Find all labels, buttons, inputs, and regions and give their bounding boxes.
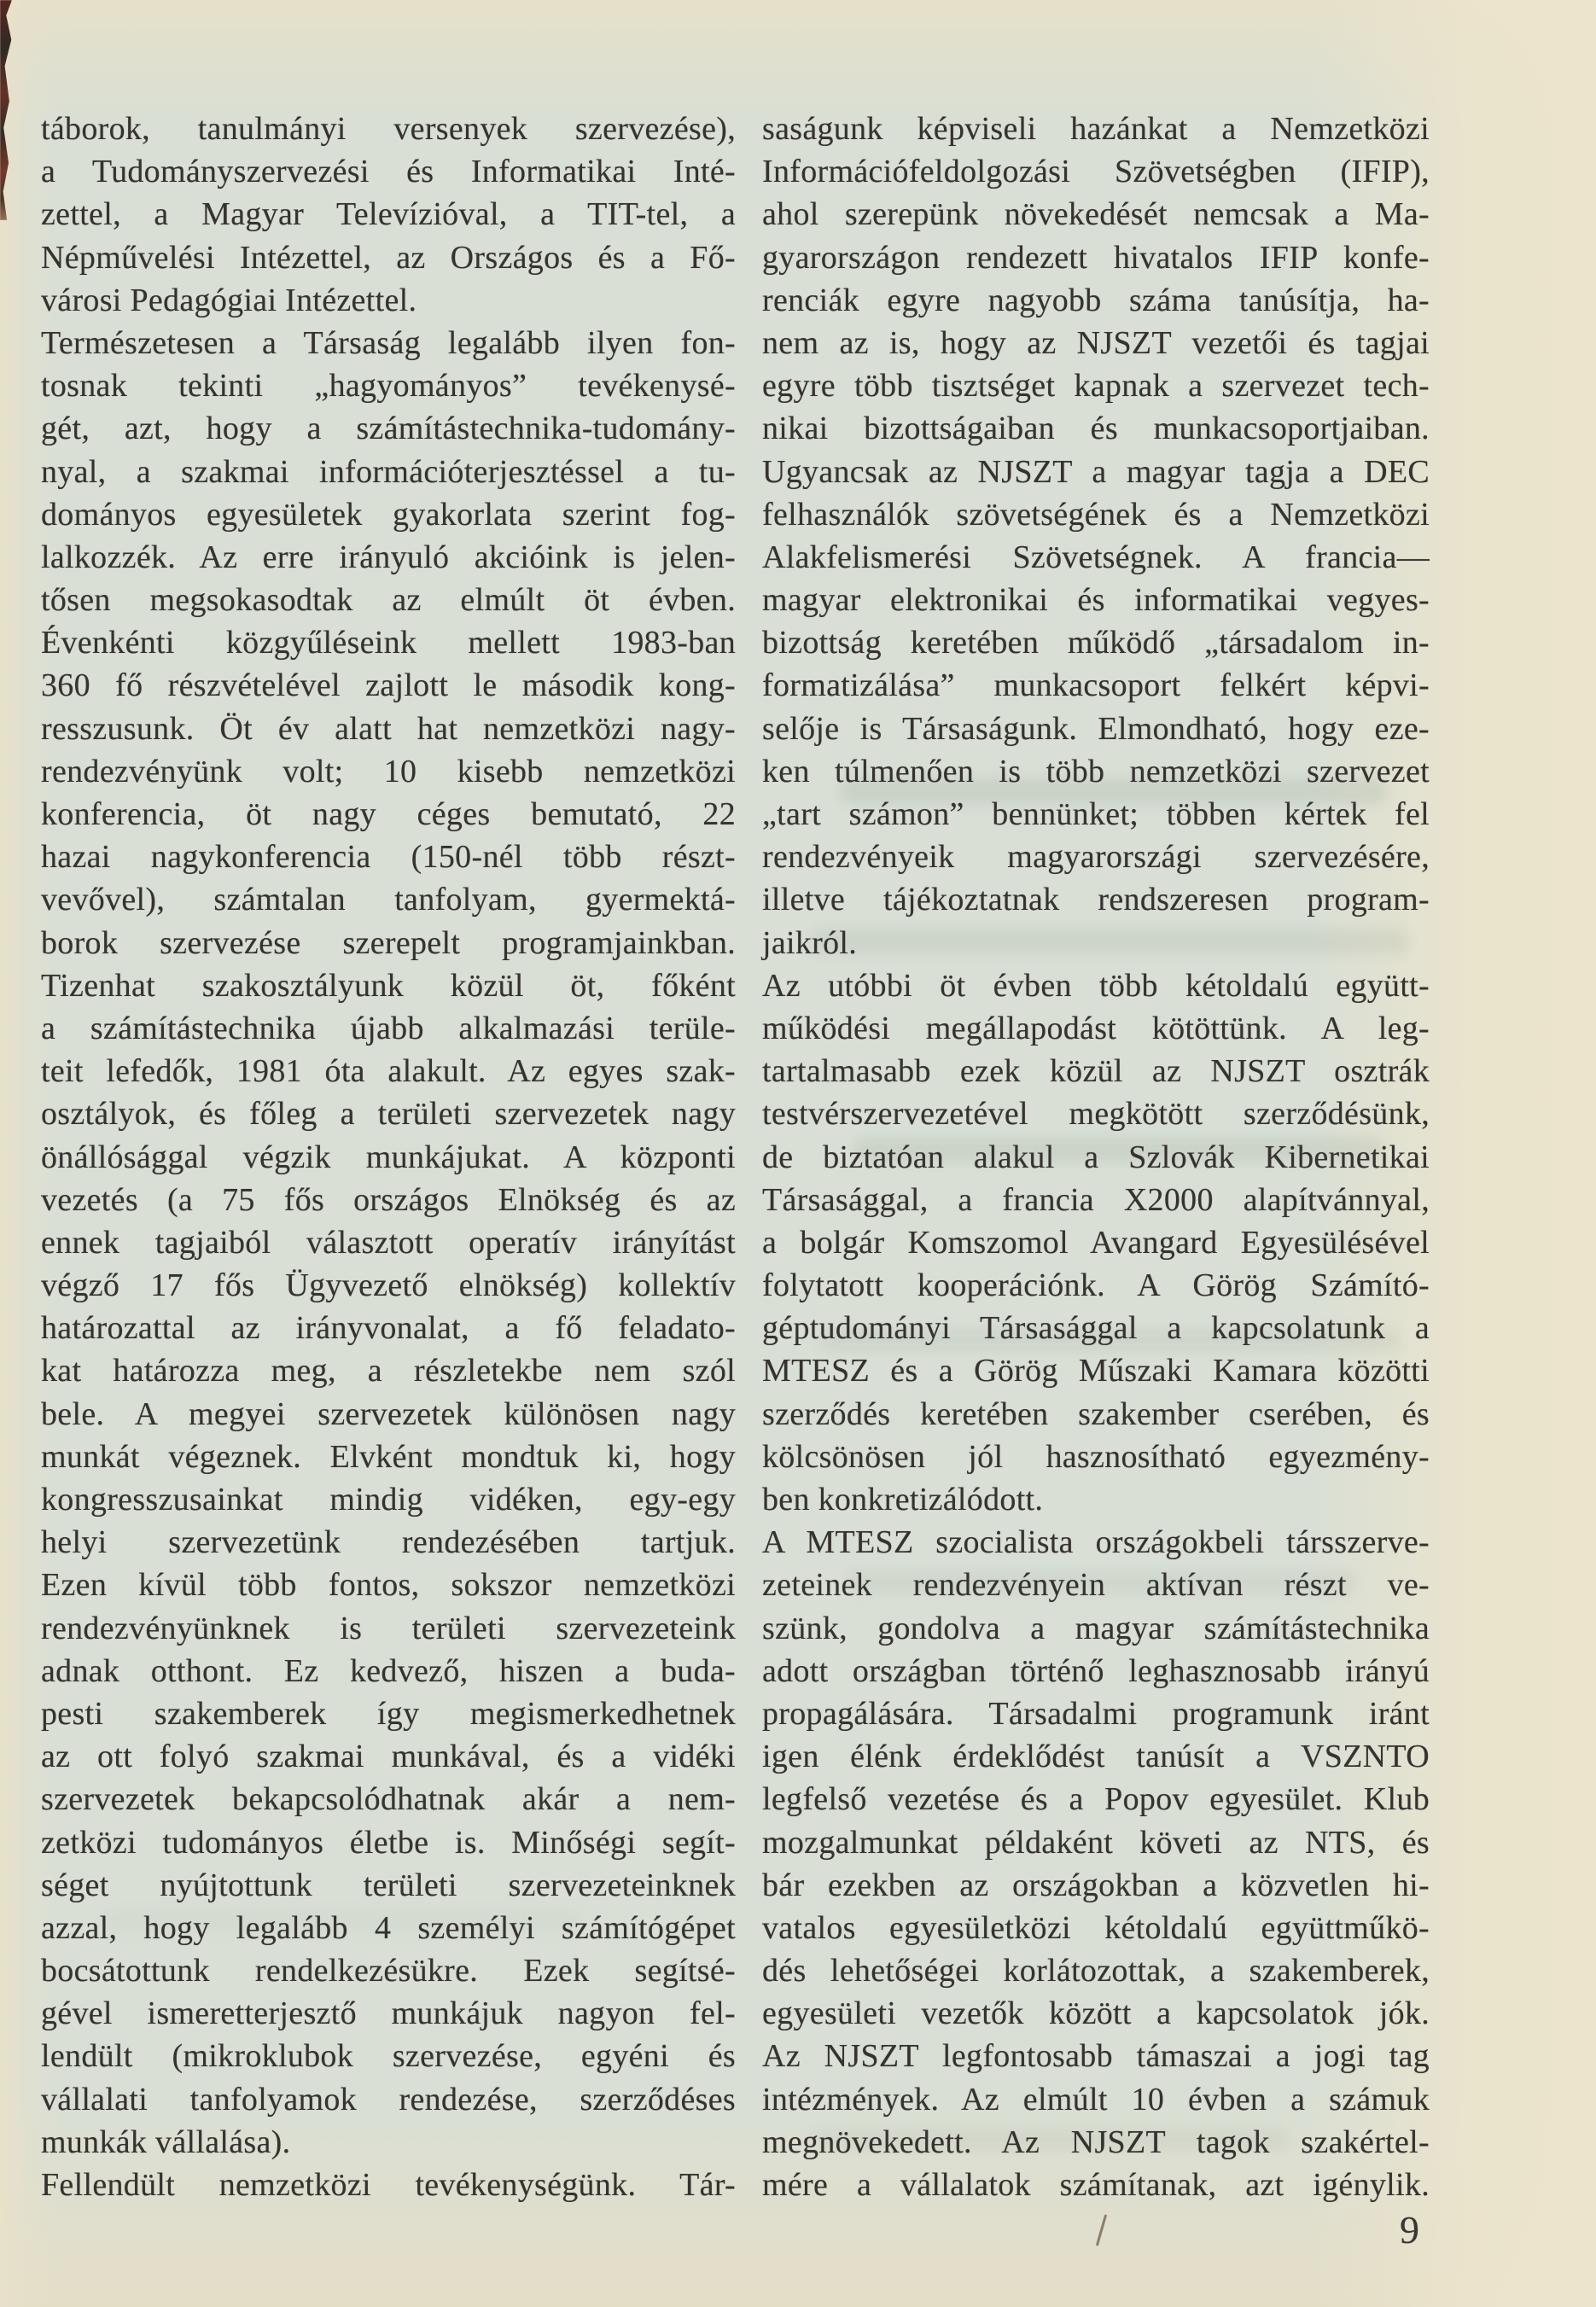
text-line: szünk, gondolva a magyar számítástechnika xyxy=(762,1610,1430,1646)
text-line: mére a vállalatok számítanak, azt igénylik. xyxy=(762,2167,1430,2203)
text-line: „tart számon” bennünket; többen kértek fel xyxy=(762,796,1430,832)
text-line: Információfeldolgozási Szövetségben (IFIP), xyxy=(762,154,1430,190)
stray-mark-artifact xyxy=(1096,2214,1107,2246)
text-line: Társasággal, a francia X2000 alapítvánnyal, xyxy=(762,1181,1430,1218)
text-line: rendezvényünknek is területi szervezeteink xyxy=(41,1610,736,1646)
text-line: propagálására. Társadalmi programunk iránt xyxy=(762,1695,1430,1732)
text-line: gével ismeretterjesztő munkájuk nagyon fel- xyxy=(41,1995,736,2032)
text-line: egyesületi vezetők között a kapcsolatok jók. xyxy=(762,1995,1430,2032)
text-line: hazai nagykonferencia (150-nél több részt- xyxy=(41,839,736,876)
text-line: a Tudományszervezési és Informatikai Inté- xyxy=(41,154,736,190)
text-line: mozgalmunkat példaként követi az NTS, és xyxy=(762,1824,1430,1861)
text-line: Tizenhat szakosztályunk közül öt, főként xyxy=(41,967,736,1004)
text-line: szerződés keretében szakember cserében, és xyxy=(762,1395,1430,1432)
text-line: 360 fő részvételével zajlott le második kong- xyxy=(41,667,736,704)
text-line: legfelső vezetése és a Popov egyesület. Klub xyxy=(762,1781,1430,1818)
text-line: bizottság keretében működő „társadalom in- xyxy=(762,625,1430,661)
text-line: tősen megsokasodtak az elmúlt öt évben. xyxy=(41,582,736,619)
text-line: rendezvényünk volt; 10 kisebb nemzetközi xyxy=(41,753,736,789)
text-line: Alakfelismerési Szövetségnek. A francia— xyxy=(762,539,1430,575)
text-line: ennek tagjaiból választott operatív irányítást xyxy=(41,1224,736,1261)
text-line: gyarországon rendezett hivatalos IFIP konfe- xyxy=(762,239,1430,276)
text-line: bár ezekben az országokban a közvetlen hi- xyxy=(762,1867,1430,1903)
text-line: ahol szerepünk növekedését nemcsak a Ma- xyxy=(762,196,1430,233)
text-line: ken túlmenően is több nemzetközi szervezet xyxy=(762,753,1430,789)
text-line: munkák vállalása). xyxy=(41,2123,291,2160)
text-line: bocsátottunk rendelkezésükre. Ezek segítsé- xyxy=(41,1953,736,1989)
text-line: végző 17 fős Ügyvezető elnökség) kollektív xyxy=(41,1267,736,1304)
text-line: tosnak tekinti „hagyományos” tevékenysé- xyxy=(41,368,736,405)
text-line: Ezen kívül több fontos, sokszor nemzetközi xyxy=(41,1567,736,1604)
text-line: bele. A megyei szervezetek különösen nagy xyxy=(41,1395,736,1432)
text-line: magyar elektronikai és informatikai vegyes- xyxy=(762,582,1430,619)
text-line: az ott folyó szakmai munkával, és a vidéki xyxy=(41,1739,736,1775)
text-line: testvérszervezetével megkötött szerződésünk, xyxy=(762,1096,1430,1133)
text-line: zettel, a Magyar Televízióval, a TIT-tel, a xyxy=(41,196,736,233)
text-line: folytatott kooperációnk. A Görög Számító- xyxy=(762,1267,1430,1304)
text-line: vevővel), számtalan tanfolyam, gyermektá- xyxy=(41,882,736,918)
text-line: vállalati tanfolyamok rendezése, szerződéses xyxy=(41,2081,736,2118)
text-line: Népművelési Intézettel, az Országos és a Fő- xyxy=(41,239,736,276)
text-column-right xyxy=(762,108,1430,2206)
text-line: tartalmasabb ezek közül az NJSZT osztrák xyxy=(762,1053,1430,1090)
text-line: jaikról. xyxy=(762,924,858,961)
text-line: határozattal az irányvonalat, a fő feladato- xyxy=(41,1310,736,1347)
text-line: Fellendült nemzetközi tevékenységünk. Tár- xyxy=(41,2167,736,2203)
text-line: dományos egyesületek gyakorlata szerint fog- xyxy=(41,496,736,533)
text-line: teit lefedők, 1981 óta alakult. Az egyes szak- xyxy=(41,1053,736,1090)
text-line: ben konkretizálódott. xyxy=(762,1482,1044,1518)
text-line: MTESZ és a Görög Műszaki Kamara közötti xyxy=(762,1353,1430,1389)
text-line: lendült (mikroklubok szervezése, egyéni és xyxy=(41,2038,736,2075)
text-line: séget nyújtottunk területi szervezeteinknek xyxy=(41,1867,736,1903)
text-column-left xyxy=(41,108,736,2206)
text-line: osztályok, és főleg a területi szervezetek nagy xyxy=(41,1096,736,1133)
text-line: zetközi tudományos életbe is. Minőségi segít- xyxy=(41,1824,736,1861)
text-line: selője is Társaságunk. Elmondható, hogy eze- xyxy=(762,710,1430,747)
text-line: önállósággal végzik munkájukat. A központi xyxy=(41,1139,736,1175)
text-line: formatizálása” munkacsoport felkért képvi- xyxy=(762,667,1430,704)
text-line: kongresszusainkat mindig vidéken, egy-egy xyxy=(41,1482,736,1518)
text-line: rendezvényeik magyarországi szervezésére, xyxy=(762,839,1430,876)
text-line: adott országban történő leghasznosabb irányú xyxy=(762,1652,1430,1689)
text-line: intézmények. Az elmúlt 10 évben a számuk xyxy=(762,2081,1430,2118)
text-line: A MTESZ szocialista országokbeli társszerve- xyxy=(762,1524,1430,1561)
text-line: vezetés (a 75 fős országos Elnökség és az xyxy=(41,1181,736,1218)
text-line: dés lehetőségei korlátozottak, a szakemberek, xyxy=(762,1953,1430,1989)
text-line: nyal, a szakmai információterjesztéssel a tu- xyxy=(41,453,736,490)
text-line: gét, azt, hogy a számítástechnika-tudomány- xyxy=(41,411,736,447)
text-line: igen élénk érdeklődést tanúsít a VSZNTO xyxy=(762,1739,1430,1775)
text-line: saságunk képviseli hazánkat a Nemzetközi xyxy=(762,111,1430,147)
text-line: Az utóbbi öt évben több kétoldalú együtt- xyxy=(762,967,1430,1004)
text-line: a bolgár Komszomol Avangard Egyesülésével xyxy=(762,1224,1430,1261)
text-line: nikai bizottságaiban és munkacsoportjaiban. xyxy=(762,411,1430,447)
text-line: Ugyancsak az NJSZT a magyar tagja a DEC xyxy=(762,453,1430,490)
text-line: konferencia, öt nagy céges bemutató, 22 xyxy=(41,796,736,832)
scan-edge-artifact xyxy=(0,0,12,220)
text-line: megnövekedett. Az NJSZT tagok szakértel- xyxy=(762,2123,1430,2160)
text-line: Évenkénti közgyűléseink mellett 1983-ban xyxy=(41,625,736,661)
text-line: felhasználók szövetségének és a Nemzetközi xyxy=(762,496,1430,533)
text-line: táborok, tanulmányi versenyek szervezése), xyxy=(41,111,736,147)
text-line: borok szervezése szerepelt programjainkban. xyxy=(41,924,736,961)
page-number: 9 xyxy=(1400,2208,1419,2252)
text-line: kölcsönösen jól hasznosítható egyezmény- xyxy=(762,1438,1430,1475)
text-line: resszusunk. Öt év alatt hat nemzetközi nagy- xyxy=(41,710,736,747)
text-line: lalkozzék. Az erre irányuló akcióink is jelen- xyxy=(41,539,736,575)
text-line: Természetesen a Társaság legalább ilyen fon- xyxy=(41,324,736,361)
text-line: géptudományi Társasággal a kapcsolatunk a xyxy=(762,1310,1430,1347)
text-line: helyi szervezetünk rendezésében tartjuk. xyxy=(41,1524,736,1561)
text-line: zeteinek rendezvényein aktívan részt ve- xyxy=(762,1567,1430,1604)
text-line: de biztatóan alakul a Szlovák Kibernetikai xyxy=(762,1139,1430,1175)
text-line: a számítástechnika újabb alkalmazási terüle- xyxy=(41,1010,736,1046)
text-line: Az NJSZT legfontosabb támaszai a jogi tag xyxy=(762,2038,1430,2075)
text-line: munkát végeznek. Elvként mondtuk ki, hogy xyxy=(41,1438,736,1475)
text-line: városi Pedagógiai Intézettel. xyxy=(41,282,417,318)
text-line: nem az is, hogy az NJSZT vezetői és tagjai xyxy=(762,324,1430,361)
text-line: szervezetek bekapcsolódhatnak akár a nem- xyxy=(41,1781,736,1818)
text-line: adnak otthont. Ez kedvező, hiszen a buda- xyxy=(41,1652,736,1689)
text-line: pesti szakemberek így megismerkedhetnek xyxy=(41,1695,736,1732)
text-line: kat határozza meg, a részletekbe nem szól xyxy=(41,1353,736,1389)
text-line: renciák egyre nagyobb száma tanúsítja, ha- xyxy=(762,282,1430,318)
text-line: vatalos egyesületközi kétoldalú együttműkö- xyxy=(762,1909,1430,1946)
text-line: azzal, hogy legalább 4 személyi számítógépet xyxy=(41,1909,736,1946)
text-line: működési megállapodást kötöttünk. A leg- xyxy=(762,1010,1430,1046)
text-line: egyre több tisztséget kapnak a szervezet tech- xyxy=(762,368,1430,405)
text-line: illetve tájékoztatnak rendszeresen program- xyxy=(762,882,1430,918)
